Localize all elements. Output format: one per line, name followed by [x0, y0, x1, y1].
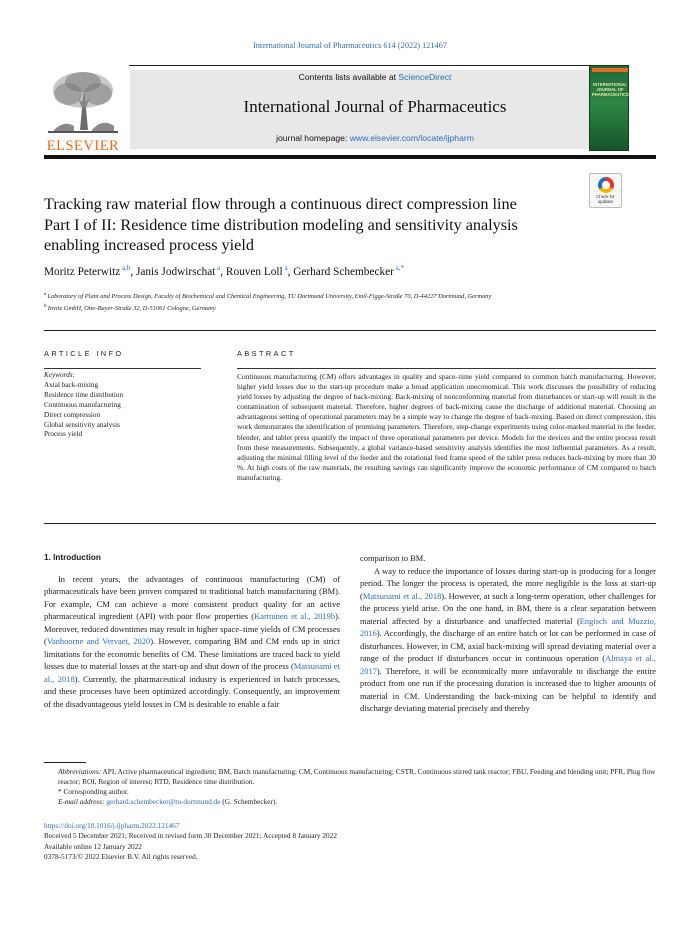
masthead-bottom-rule — [44, 155, 656, 159]
homepage-line — [130, 133, 620, 143]
reference-link[interactable]: Matsunami et al., 2018 — [44, 661, 340, 684]
intro-paragraph-continued: comparison to BM. — [360, 553, 426, 563]
cover-title: INTERNATIONAL JOURNAL OF PHARMACEUTICS — [592, 82, 629, 97]
masthead-top-rule — [129, 65, 619, 66]
affiliation — [44, 302, 564, 314]
paragraph-text: ). Moreover, reduced downtimes may result in higher space–time yields of CM processes ( — [44, 611, 340, 646]
article-info-heading: ARTICLE INFO — [44, 349, 124, 358]
title-divider — [44, 330, 656, 331]
author-name: Moritz Peterwitz — [44, 265, 121, 278]
available-online: Available online 12 January 2022 — [44, 841, 142, 851]
email-suffix: (G. Schembecker). — [220, 797, 278, 807]
abbreviations-text: API, Active pharmaceutical ingredient; BM, Batch manufacturing; CM, Continuous manufacturing; CSTR, Continuous stirred tank reactor; FBU, Feeding and blending unit; PFR, Plug flow reactor; ROI, Region of interest; RTD, Residence time distribution. — [58, 767, 656, 787]
doi-link[interactable]: https://doi.org/10.1016/j.ijpharm.2022.121467 — [44, 821, 180, 830]
email-link[interactable]: gerhard.schembecker@tu-dortmund.de — [106, 797, 221, 807]
elsevier-logo[interactable] — [44, 68, 122, 152]
paragraph-text: A way to reduce the importance of losses during start-up is producing for a longer period. The longer the process is operated, the more negligible is the loss at start-up ( — [360, 565, 656, 601]
abstract-rule — [237, 368, 656, 369]
journal-masthead — [44, 62, 656, 160]
author-name: Rouven Loll — [225, 265, 283, 278]
affiliation-mark: b — [44, 303, 48, 309]
author-affiliation-mark[interactable]: a,* — [393, 264, 405, 272]
check-for-updates-button[interactable] — [589, 173, 622, 208]
journal-homepage-link[interactable]: www.elsevier.com/locate/ijpharm — [349, 133, 474, 143]
keyword: Process yield — [44, 430, 83, 439]
elsevier-wordmark: ELSEVIER — [46, 138, 120, 154]
abstract-divider — [44, 523, 656, 524]
journal-title: International Journal of Pharmaceutics — [243, 97, 507, 116]
affiliation — [44, 290, 564, 302]
reference-link[interactable]: Vanhoorne and Vervaet, 2020 — [46, 636, 151, 646]
affiliation-text: Laboratory of Plant and Process Design, Faculty of Biochemical and Chemical Engineering, TU Dortmund University, Emil-Figge-Straße 70, D-44227 Dortmund, Germany — [47, 293, 492, 301]
homepage-prefix: journal homepage: — [276, 133, 348, 143]
affiliation-list — [44, 290, 564, 313]
paragraph-text: ). However, comparing BM and CM ends up in strict limitations for the economic benefits of CM. These limitations are traced back to yield losses due to material losses at the start-up and shut down of the process ( — [44, 636, 340, 671]
contents-line — [130, 72, 620, 82]
author-separator: , — [220, 265, 226, 278]
journal-citation-link[interactable]: International Journal of Pharmaceutics 614 (2022) 121467 — [252, 41, 447, 50]
author-name: Gerhard Schembecker — [293, 265, 394, 278]
keywords-label: Keywords: — [44, 371, 75, 379]
copyright-notice: 0378-5173/© 2022 Elsevier B.V. All rights reserved. — [44, 852, 198, 862]
affiliation-text: Invite GmbH, Otto-Bayer-Straße 32, D-51061 Cologne, Germany — [47, 304, 216, 312]
paragraph-text: In recent years, the advantages of continuous manufacturing (CM) of pharmaceuticals have been proven compared to traditional batch manufacturing (BM). For example, CM can achieve a more consistent product quality for an active pharmaceutical ingredient (API) with poor flow properties ( — [44, 573, 340, 621]
author-separator: , — [287, 265, 294, 278]
footnotes — [44, 767, 656, 807]
body-column-left — [44, 552, 340, 710]
abstract-heading: ABSTRACT — [237, 349, 296, 358]
intro-paragraph-2 — [360, 565, 656, 715]
article-title — [44, 194, 584, 256]
abbreviations-footnote — [44, 767, 656, 787]
intro-paragraph-1 — [44, 573, 340, 711]
body-column-right — [360, 552, 656, 715]
reference-link[interactable]: Matsunami et al., 2018 — [362, 590, 442, 601]
check-updates-icon — [598, 177, 614, 193]
paragraph-text: ). Currently, the pharmaceutical industry is experienced in batch processes, and these processes have been optimized accordingly. Consequently, an improvement of the disadvantageous yield losses in CM is desirable to enable a fair — [44, 673, 340, 709]
keywords-list — [44, 381, 204, 440]
author-name: Janis Jodwirschat — [136, 265, 216, 278]
title-line-1: Tracking raw material flow through a continuous direct compression line — [44, 195, 517, 213]
check-updates-label: Check for updates — [596, 194, 615, 204]
paragraph-text: ). Therefore, it will be economically more unfavorable to discharge the entire product from one run if the processing duration is increased due to higher amounts of material in CM. Understanding the back-mixing can be helpful to identify and discharge deviating material precisely and thereby — [360, 665, 656, 713]
keyword: Direct compression — [44, 410, 101, 419]
reference-link[interactable]: Engisch and Muzzio, 2016 — [360, 615, 657, 638]
sciencedirect-link[interactable]: ScienceDirect — [398, 72, 452, 82]
author-affiliation-mark[interactable]: a — [282, 264, 288, 272]
reference-link[interactable]: Almaya et al., 2017 — [360, 653, 656, 676]
reference-link[interactable]: Karttunen et al., 2019b — [254, 611, 336, 621]
paragraph-text: ). However, at such a long-term operation, other challenges for the process yield arise. On the one hand, in BM, there is a clear separation between material affected by a disturbance and unaffected material ( — [360, 590, 656, 626]
corresponding-author-note: * Corresponding author. — [58, 787, 129, 797]
author-separator: , — [130, 265, 136, 278]
journal-banner — [130, 70, 620, 149]
keywords-block — [44, 371, 204, 440]
author-affiliation-mark[interactable]: a,b — [120, 264, 131, 272]
keyword: Global sensitivity analysis — [44, 420, 120, 429]
article-info-rule — [44, 368, 201, 369]
email-label: E-mail address: — [58, 797, 105, 807]
footnote-rule — [44, 762, 86, 763]
abstract-text: Continuous manufacturing (CM) offers advantages in quality and space–time yield compared to common batch manufacturing. However, higher yield losses due to the start-up procedure make a broad application uneconomical. This work discusses the possibility of reducing yield losses by adjusting the degree of back-mixing. Back-mixing of nonconforming material from disturbances or start-up will result in the contamination of subsequent material. Therefore, higher degrees of back-mixing cause the discharge of additional material. Choosing an advantageous setting of operational parameters may be a simple way to change the degree of back-mixing. Based on direct compression, this work demonstrates the identification of promising parameters. Therefore, step-change experiments using color-marked material in the feeder, blender, and tablet press quantify the impact of three operational parameters per device. Models for the devices and the entire process result from these measurements. Subsequently, a global variance-based sensitivity analysis identifies the most influential parameters. As a result, adjusting the minimal filling level of the feeder and the rotational feed frame speed of the tablet press reduces back-mixing by more than 30 %. At high costs of the raw materials, the resulting savings can significantly improve the economic performance of CM compared to batch manufacturing. — [237, 372, 656, 482]
abbreviations-label: Abbreviations: — [58, 767, 102, 776]
publication-info — [44, 821, 656, 863]
journal-cover-thumbnail[interactable] — [589, 65, 629, 151]
title-line-3: enabling increased process yield — [44, 236, 254, 254]
elsevier-tree-icon — [44, 68, 122, 134]
title-line-2: Part I of II: Residence time distribution modeling and sensitivity analysis — [44, 215, 518, 234]
author-list — [44, 264, 604, 278]
contents-prefix: Contents lists available at — [298, 72, 397, 82]
author-affiliation-mark[interactable]: a — [215, 264, 221, 272]
keyword: Continuous manufacturing — [44, 400, 121, 409]
section-heading-introduction: 1. Introduction — [44, 553, 101, 562]
cover-band — [592, 68, 628, 72]
email-footnote — [44, 797, 656, 807]
keyword: Residence time distribution — [44, 390, 124, 399]
affiliation-mark: a — [44, 292, 48, 297]
keyword: Axial back-mixing — [44, 380, 99, 389]
received-dates: Received 5 December 2021; Received in revised form 30 December 2021; Accepted 8 January 2022 — [44, 831, 337, 841]
paragraph-text: ). Accordingly, the discharge of an entire batch or lot can be performed in case of disturbances. However, in CM, axial back-mixing will spread deviating material over a range of the product if disturbances occur in continuous operation ( — [360, 628, 656, 663]
